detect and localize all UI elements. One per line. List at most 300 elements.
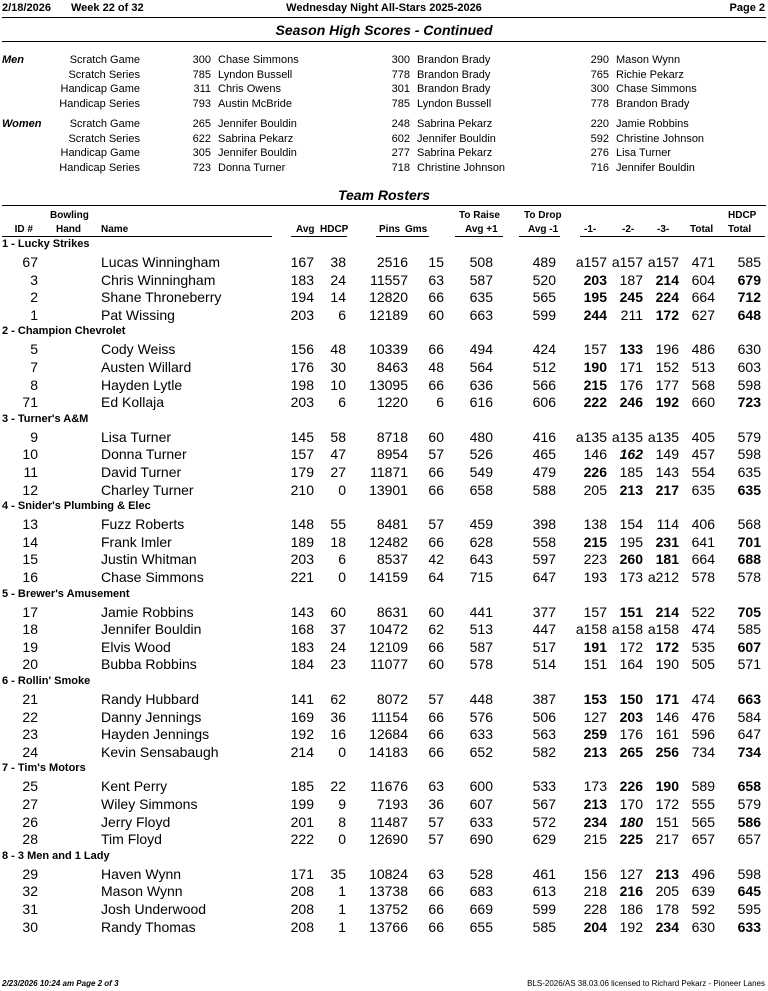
player-hdcp-total: 734 xyxy=(737,744,761,760)
player-hdcp-total: 598 xyxy=(737,866,761,882)
player-hdcp: 1 xyxy=(338,919,346,935)
player-g1: 203 xyxy=(583,272,607,288)
player-drop: 398 xyxy=(532,516,556,532)
player-raise: 658 xyxy=(469,482,493,498)
player-name: Kent Perry xyxy=(101,778,168,794)
player-total: 627 xyxy=(691,307,715,323)
player-hdcp-total: 603 xyxy=(737,359,761,375)
player-drop: 566 xyxy=(532,377,556,393)
player-gms: 66 xyxy=(428,639,444,655)
player-gms: 63 xyxy=(428,866,444,882)
player-id: 31 xyxy=(22,901,38,917)
player-total: 734 xyxy=(691,744,715,760)
player-g3: 256 xyxy=(655,744,679,760)
player-drop: 585 xyxy=(532,919,556,935)
player-g3: 172 xyxy=(655,307,679,323)
high-score-category: Handicap Series xyxy=(59,162,140,174)
high-score-bowler: Donna Turner xyxy=(218,162,286,174)
player-g1: 138 xyxy=(583,516,607,532)
player-hdcp-total: 568 xyxy=(737,516,761,532)
player-gms: 66 xyxy=(428,341,444,357)
high-score-bowler: Austin McBride xyxy=(218,98,292,110)
player-pins: 13738 xyxy=(369,883,408,899)
player-total: 486 xyxy=(691,341,715,357)
player-g2: 211 xyxy=(620,307,643,323)
player-total: 664 xyxy=(691,551,715,567)
player-g3: 161 xyxy=(655,726,679,742)
player-raise: 549 xyxy=(469,464,493,480)
player-id: 2 xyxy=(30,289,38,305)
player-raise: 607 xyxy=(469,796,493,812)
player-g3: 217 xyxy=(655,831,679,847)
player-g3: a158 xyxy=(647,621,679,637)
player-total: 522 xyxy=(691,604,715,620)
league-title: Wednesday Night All-Stars 2025-2026 xyxy=(286,2,482,14)
high-score-bowler: Brandon Brady xyxy=(616,98,690,110)
player-raise: 513 xyxy=(469,621,493,637)
player-g3: 114 xyxy=(656,516,679,532)
player-g3: 152 xyxy=(655,359,679,375)
player-pins: 10472 xyxy=(369,621,408,637)
player-raise: 494 xyxy=(469,341,493,357)
player-raise: 669 xyxy=(469,901,493,917)
report-date: 2/18/2026 xyxy=(2,2,51,14)
player-id: 10 xyxy=(22,446,38,462)
player-g3: a212 xyxy=(647,569,679,585)
player-total: 639 xyxy=(691,883,715,899)
player-g1: 151 xyxy=(583,656,607,672)
column-underline xyxy=(580,236,765,237)
player-avg: 183 xyxy=(290,639,314,655)
player-raise: 633 xyxy=(469,814,493,830)
player-g1: a157 xyxy=(575,254,607,270)
player-g2: 170 xyxy=(619,796,643,812)
player-g3: 190 xyxy=(655,778,679,794)
high-score-category: Scratch Game xyxy=(69,54,140,66)
player-avg: 184 xyxy=(290,656,314,672)
player-hdcp: 24 xyxy=(330,272,346,288)
player-pins: 13766 xyxy=(369,919,408,935)
player-g3: 151 xyxy=(655,814,679,830)
player-drop: 647 xyxy=(532,569,556,585)
player-name: Jerry Floyd xyxy=(101,814,171,830)
player-gms: 66 xyxy=(428,289,444,305)
player-name: Fuzz Roberts xyxy=(101,516,185,532)
high-score-bowler: Richie Pekarz xyxy=(616,69,684,81)
week-label: Week 22 of 32 xyxy=(71,2,144,14)
player-drop: 563 xyxy=(532,726,556,742)
player-total: 474 xyxy=(691,621,715,637)
player-gms: 66 xyxy=(428,726,444,742)
player-g2: 186 xyxy=(619,901,643,917)
player-raise: 480 xyxy=(469,429,493,445)
player-hdcp: 6 xyxy=(338,394,346,410)
player-avg: 145 xyxy=(290,429,314,445)
player-g3: 177 xyxy=(655,377,679,393)
player-g3: 146 xyxy=(655,709,679,725)
player-raise: 628 xyxy=(469,534,493,550)
player-hdcp-total: 607 xyxy=(737,639,761,655)
player-gms: 57 xyxy=(428,446,444,462)
player-hdcp: 47 xyxy=(330,446,346,462)
player-avg: 203 xyxy=(290,307,314,323)
player-drop: 447 xyxy=(532,621,556,637)
high-score-value: 276 xyxy=(590,147,609,159)
player-id: 22 xyxy=(22,709,38,725)
player-gms: 66 xyxy=(428,919,444,935)
player-pins: 11871 xyxy=(370,464,408,480)
player-gms: 66 xyxy=(428,901,444,917)
player-hdcp-total: 571 xyxy=(737,656,761,672)
player-raise: 459 xyxy=(469,516,493,532)
player-pins: 12109 xyxy=(369,639,408,655)
player-g1: 223 xyxy=(583,551,607,567)
player-drop: 416 xyxy=(532,429,556,445)
player-name: Ed Kollaja xyxy=(101,394,165,410)
player-gms: 66 xyxy=(428,709,444,725)
player-drop: 517 xyxy=(532,639,556,655)
player-id: 21 xyxy=(22,691,38,707)
high-score-value: 311 xyxy=(193,83,211,95)
player-total: 604 xyxy=(691,272,715,288)
player-hdcp: 36 xyxy=(330,709,346,725)
player-total: 406 xyxy=(691,516,715,532)
player-id: 1 xyxy=(30,307,38,323)
player-g1: 213 xyxy=(583,744,607,760)
player-g1: 213 xyxy=(583,796,607,812)
player-gms: 57 xyxy=(428,831,444,847)
player-pins: 2516 xyxy=(376,254,408,270)
player-avg: 210 xyxy=(290,482,314,498)
player-avg: 208 xyxy=(290,883,314,899)
player-gms: 62 xyxy=(428,621,444,637)
col-gms: Gms xyxy=(405,224,428,235)
player-hdcp-total: 647 xyxy=(737,726,761,742)
player-g2: 185 xyxy=(619,464,643,480)
player-id: 7 xyxy=(30,359,38,375)
player-avg: 199 xyxy=(290,796,314,812)
col-pins: Pins xyxy=(379,224,401,235)
player-g2: 245 xyxy=(619,289,643,305)
high-score-bowler: Chris Owens xyxy=(218,83,281,95)
high-score-value: 778 xyxy=(590,98,609,110)
player-id: 27 xyxy=(22,796,38,812)
player-hdcp: 9 xyxy=(338,796,346,812)
player-g2: 203 xyxy=(619,709,643,725)
player-hdcp: 22 xyxy=(330,778,346,794)
player-g3: 231 xyxy=(655,534,679,550)
player-avg: 222 xyxy=(290,831,314,847)
player-g2: 195 xyxy=(619,534,643,550)
high-score-bowler: Jennifer Bouldin xyxy=(218,147,297,159)
player-gms: 66 xyxy=(428,464,444,480)
player-drop: 514 xyxy=(532,656,556,672)
player-pins: 11557 xyxy=(370,272,408,288)
player-g3: a157 xyxy=(647,254,679,270)
player-name: Frank Imler xyxy=(101,534,172,550)
player-g1: 157 xyxy=(583,341,607,357)
player-g3: 178 xyxy=(655,901,679,917)
high-score-category: Scratch Series xyxy=(68,69,140,81)
player-drop: 613 xyxy=(532,883,556,899)
player-total: 641 xyxy=(691,534,715,550)
player-id: 30 xyxy=(22,919,38,935)
player-g3: 172 xyxy=(655,639,679,655)
player-pins: 13752 xyxy=(369,901,408,917)
player-g1: a158 xyxy=(575,621,607,637)
player-id: 12 xyxy=(22,482,38,498)
player-id: 15 xyxy=(22,551,38,567)
player-avg: 168 xyxy=(290,621,314,637)
player-hdcp-total: 595 xyxy=(737,901,761,917)
player-g2: 192 xyxy=(619,919,643,935)
player-hdcp-total: 585 xyxy=(737,621,761,637)
player-name: Justin Whitman xyxy=(101,551,197,567)
player-pins: 1220 xyxy=(376,394,408,410)
player-gms: 15 xyxy=(428,254,444,270)
player-avg: 167 xyxy=(290,254,314,270)
player-g2: 154 xyxy=(619,516,643,532)
player-gms: 60 xyxy=(428,429,444,445)
player-avg: 192 xyxy=(290,726,314,742)
player-id: 9 xyxy=(30,429,38,445)
player-id: 28 xyxy=(22,831,38,847)
player-g3: 213 xyxy=(655,866,679,882)
player-pins: 12684 xyxy=(369,726,408,742)
player-hdcp: 62 xyxy=(330,691,346,707)
player-hdcp: 23 xyxy=(330,656,346,672)
high-score-bowler: Jennifer Bouldin xyxy=(218,118,297,130)
player-drop: 629 xyxy=(532,831,556,847)
player-raise: 600 xyxy=(469,778,493,794)
player-gms: 60 xyxy=(428,307,444,323)
player-hdcp: 8 xyxy=(338,814,346,830)
player-g1: 215 xyxy=(583,377,607,393)
player-g2: 173 xyxy=(619,569,643,585)
player-name: Tim Floyd xyxy=(101,831,162,847)
player-hdcp: 27 xyxy=(330,464,346,480)
player-avg: 183 xyxy=(290,272,314,288)
player-hdcp: 6 xyxy=(338,307,346,323)
high-score-bowler: Sabrina Pekarz xyxy=(218,133,294,145)
player-avg: 156 xyxy=(290,341,314,357)
player-hdcp-total: 712 xyxy=(737,289,761,305)
player-drop: 599 xyxy=(532,307,556,323)
player-raise: 587 xyxy=(469,639,493,655)
player-hdcp-total: 658 xyxy=(737,778,761,794)
player-g2: 216 xyxy=(619,883,643,899)
player-raise: 690 xyxy=(469,831,493,847)
player-avg: 141 xyxy=(290,691,314,707)
player-g2: 226 xyxy=(619,778,643,794)
player-raise: 655 xyxy=(469,919,493,935)
col-avg: Avg xyxy=(296,224,315,235)
player-total: 496 xyxy=(691,866,715,882)
player-hdcp: 35 xyxy=(330,866,346,882)
player-id: 25 xyxy=(22,778,38,794)
high-score-value: 592 xyxy=(590,133,609,145)
player-hdcp: 0 xyxy=(338,569,346,585)
footer-license: BLS-2026/AS 38.03.06 licensed to Richard Pekarz - Pioneer Lanes xyxy=(527,979,765,988)
header-rule xyxy=(2,17,766,18)
player-hdcp: 16 xyxy=(330,726,346,742)
player-total: 505 xyxy=(691,656,715,672)
player-total: 660 xyxy=(691,394,715,410)
player-avg: 185 xyxy=(290,778,314,794)
player-name: Haven Wynn xyxy=(101,866,182,882)
player-gms: 63 xyxy=(428,778,444,794)
page-number: Page 2 xyxy=(729,2,765,14)
player-drop: 506 xyxy=(532,709,556,725)
player-raise: 715 xyxy=(469,569,493,585)
player-hdcp: 0 xyxy=(338,831,346,847)
player-g1: a135 xyxy=(575,429,607,445)
player-pins: 12482 xyxy=(369,534,408,550)
player-avg: 143 xyxy=(290,604,314,620)
high-score-bowler: Jamie Robbins xyxy=(616,118,689,130)
player-gms: 42 xyxy=(428,551,444,567)
player-gms: 57 xyxy=(428,814,444,830)
player-g3: 171 xyxy=(655,691,679,707)
player-g2: 171 xyxy=(619,359,643,375)
team-name: 7 - Tim's Motors xyxy=(2,762,86,774)
player-g2: 164 xyxy=(619,656,643,672)
player-drop: 558 xyxy=(532,534,556,550)
player-g3: 205 xyxy=(655,883,679,899)
player-name: Danny Jennings xyxy=(101,709,202,725)
player-g2: 133 xyxy=(619,341,643,357)
player-hdcp-total: 688 xyxy=(737,551,761,567)
col-game1: -1- xyxy=(584,224,597,235)
player-id: 71 xyxy=(22,394,38,410)
player-g2: 176 xyxy=(619,726,643,742)
high-score-value: 265 xyxy=(192,118,211,130)
player-hdcp: 58 xyxy=(330,429,346,445)
player-id: 13 xyxy=(22,516,38,532)
player-g1: 127 xyxy=(583,709,607,725)
player-pins: 12189 xyxy=(369,307,408,323)
player-g3: 234 xyxy=(655,919,679,935)
player-g1: 146 xyxy=(583,446,607,462)
high-score-bowler: Mason Wynn xyxy=(616,54,681,66)
player-g3: 181 xyxy=(655,551,679,567)
player-hdcp: 10 xyxy=(330,377,346,393)
player-raise: 526 xyxy=(469,446,493,462)
player-drop: 520 xyxy=(532,272,556,288)
player-drop: 565 xyxy=(532,289,556,305)
high-score-bowler: Brandon Brady xyxy=(417,54,491,66)
high-score-value: 220 xyxy=(590,118,609,130)
col-game3: -3- xyxy=(657,224,670,235)
player-pins: 8954 xyxy=(376,446,408,462)
player-hdcp: 30 xyxy=(330,359,346,375)
player-name: Wiley Simmons xyxy=(101,796,198,812)
player-gms: 60 xyxy=(428,656,444,672)
col-total: Total xyxy=(690,224,714,235)
player-g3: 149 xyxy=(655,446,679,462)
player-hdcp-total: 645 xyxy=(737,883,761,899)
player-gms: 66 xyxy=(428,482,444,498)
player-pins: 7193 xyxy=(376,796,408,812)
player-g1: 156 xyxy=(583,866,607,882)
player-name: Randy Thomas xyxy=(101,919,196,935)
player-hdcp: 14 xyxy=(330,289,346,305)
player-name: Elvis Wood xyxy=(101,639,171,655)
high-score-value: 290 xyxy=(590,54,609,66)
player-id: 20 xyxy=(22,656,38,672)
player-hdcp-total: 585 xyxy=(737,254,761,270)
high-score-bowler: Jennifer Bouldin xyxy=(616,162,695,174)
player-avg: 157 xyxy=(290,446,314,462)
player-raise: 528 xyxy=(469,866,493,882)
player-hdcp: 18 xyxy=(330,534,346,550)
column-underline xyxy=(376,236,429,237)
high-score-value: 765 xyxy=(590,69,609,81)
high-score-value: 602 xyxy=(391,133,410,145)
player-g3: a135 xyxy=(647,429,679,445)
player-g2: 213 xyxy=(619,482,643,498)
player-name: Josh Underwood xyxy=(101,901,207,917)
player-g2: 246 xyxy=(619,394,643,410)
player-name: Jennifer Bouldin xyxy=(101,621,202,637)
player-hdcp: 0 xyxy=(338,482,346,498)
player-pins: 11154 xyxy=(371,709,408,725)
player-id: 16 xyxy=(22,569,38,585)
rosters-rule xyxy=(2,205,766,206)
high-score-gender: Men xyxy=(2,54,24,66)
player-hdcp-total: 657 xyxy=(737,831,761,847)
player-gms: 6 xyxy=(436,394,444,410)
player-avg: 171 xyxy=(290,866,314,882)
high-score-bowler: Jennifer Bouldin xyxy=(417,133,496,145)
player-hdcp: 55 xyxy=(330,516,346,532)
high-score-gender: Women xyxy=(2,118,42,130)
team-name: 4 - Snider's Plumbing & Elec xyxy=(2,500,151,512)
player-g2: 225 xyxy=(619,831,643,847)
player-name: Kevin Sensabaugh xyxy=(101,744,219,760)
player-g3: 172 xyxy=(655,796,679,812)
player-g1: 173 xyxy=(583,778,607,794)
col-hdcp: HDCP xyxy=(320,224,349,235)
player-pins: 10339 xyxy=(369,341,408,357)
player-drop: 533 xyxy=(532,778,556,794)
player-hdcp: 6 xyxy=(338,551,346,567)
player-total: 476 xyxy=(691,709,715,725)
player-g1: 234 xyxy=(583,814,607,830)
player-gms: 36 xyxy=(428,796,444,812)
player-total: 405 xyxy=(691,429,715,445)
high-score-value: 718 xyxy=(391,162,410,174)
player-g1: 259 xyxy=(583,726,607,742)
high-score-value: 300 xyxy=(590,83,609,95)
player-name: Pat Wissing xyxy=(101,307,175,323)
player-hdcp-total: 663 xyxy=(737,691,761,707)
high-score-bowler: Brandon Brady xyxy=(417,83,491,95)
player-name: Shane Throneberry xyxy=(101,289,222,305)
player-total: 635 xyxy=(691,482,715,498)
player-g1: 190 xyxy=(583,359,607,375)
player-pins: 12690 xyxy=(369,831,408,847)
player-g2: a157 xyxy=(611,254,643,270)
player-g1: 228 xyxy=(583,901,607,917)
player-g2: a135 xyxy=(611,429,643,445)
high-score-bowler: Sabrina Pekarz xyxy=(417,118,493,130)
col-hdcp-total: Total xyxy=(728,224,752,235)
player-avg: 203 xyxy=(290,551,314,567)
player-g3: 217 xyxy=(655,482,679,498)
player-id: 5 xyxy=(30,341,38,357)
player-g3: 214 xyxy=(655,272,679,288)
